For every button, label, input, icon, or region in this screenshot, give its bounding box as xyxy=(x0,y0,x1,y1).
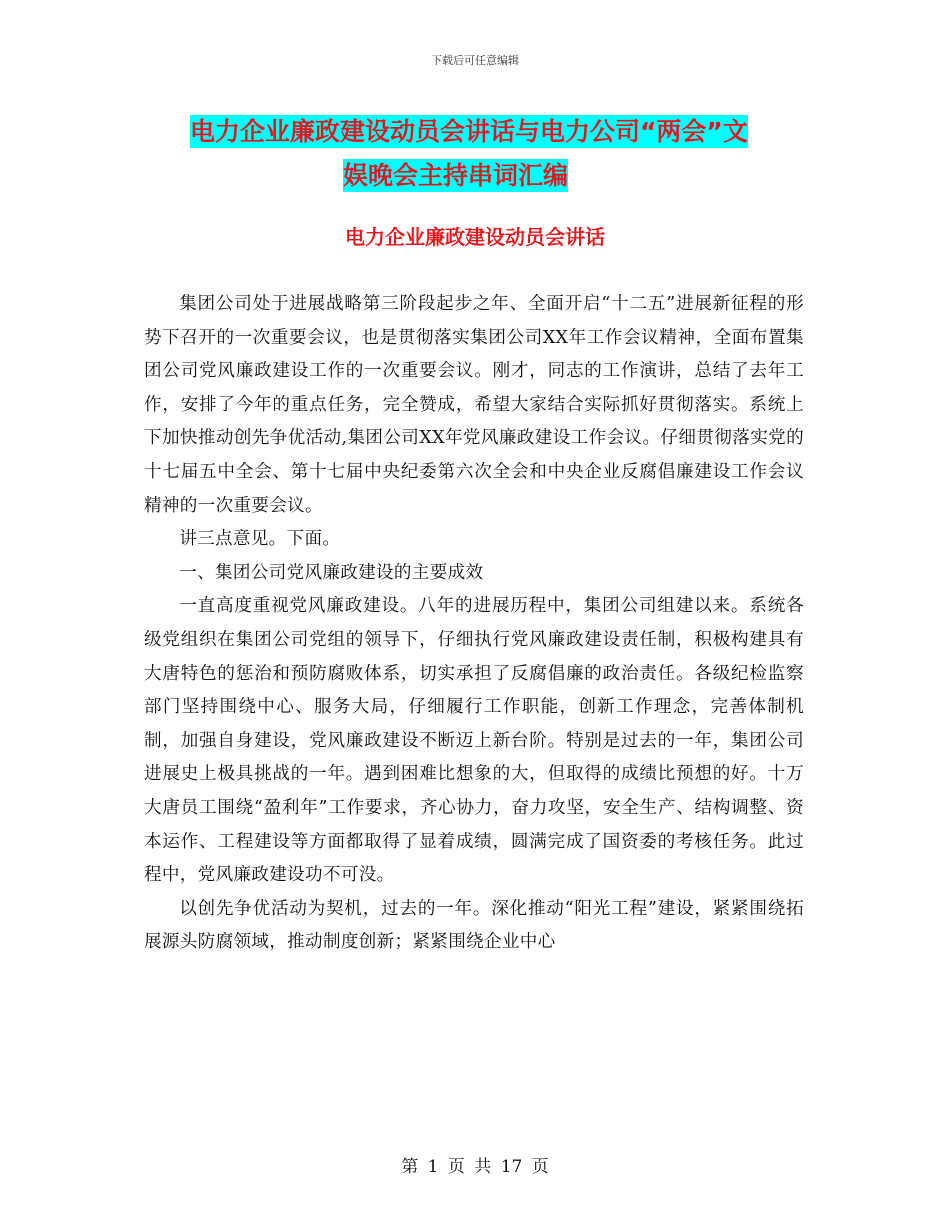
paragraph: 讲三点意见。下面。 xyxy=(179,529,341,550)
title-line-1: 电力企业廉政建设动员会讲话与电力公司“两会”文 xyxy=(190,117,748,146)
paragraph: 以创先争优活动为契机，过去的一年。深化推动“阳光工程”建设，紧紧围绕拓展源头防腐领域，推动制度创新；紧紧围绕企业中心 xyxy=(144,898,804,953)
paragraph: 一直高度重视党风廉政建设。八年的进展历程中，集团公司组建以来。系统各级党组织在集团公司党组的领导下，仔细执行党风廉政建设责任制，积极构建具有大唐特色的惩治和预防腐败体系，切实承担了反腐倡廉的政治责任。各级纪检监察部门坚持围绕中心、服务大局，仔细履行工作职能，创新工作理念，完善体制机制，加强自身建设，党风廉政建设不断迈上新台阶。特别是过去的一年，集团公司进展史上极具挑战的一年。遇到困难比想象的大，但取得的成绩比预想的好。十万大唐员工围绕“盈利年”工作要求，齐心协力，奋力攻坚，安全生产、结构调整、资本运作、工程建设等方面都取得了显着成绩，圆满完成了国资委的考核任务。此过程中，党风廉政建设功不可没。 xyxy=(144,596,804,886)
title-line-2: 娱晚会主持串词汇编 xyxy=(343,161,569,190)
document-body xyxy=(144,288,804,960)
section-title: 电力企业廉政建设动员会讲话 xyxy=(345,225,605,249)
paragraph: 集团公司处于进展战略第三阶段起步之年、全面开启“十二五”进展新征程的形势下召开的一次重要会议，也是贯彻落实集团公司XX年工作会议精神，全面布置集团公司党风廉政建设工作的一次重要会议。刚才，同志的工作演讲，总结了去年工作，安排了今年的重点任务，完全赞成，希望大家结合实际抓好贯彻落实。系统上下加快推动创先争优活动,集团公司XX年党风廉政建设工作会议。仔细贯彻落实党的十七届五中全会、第十七届中央纪委第六次全会和中央企业反腐倡廉建设工作会议精神的一次重要会议。 xyxy=(144,294,804,516)
header-note: 下载后可任意编辑 xyxy=(431,54,519,67)
document-title xyxy=(190,110,810,198)
paragraph: 一、集团公司党风廉政建设的主要成效 xyxy=(179,562,484,583)
page-footer: 第 1 页 共 17 页 xyxy=(401,1157,549,1177)
